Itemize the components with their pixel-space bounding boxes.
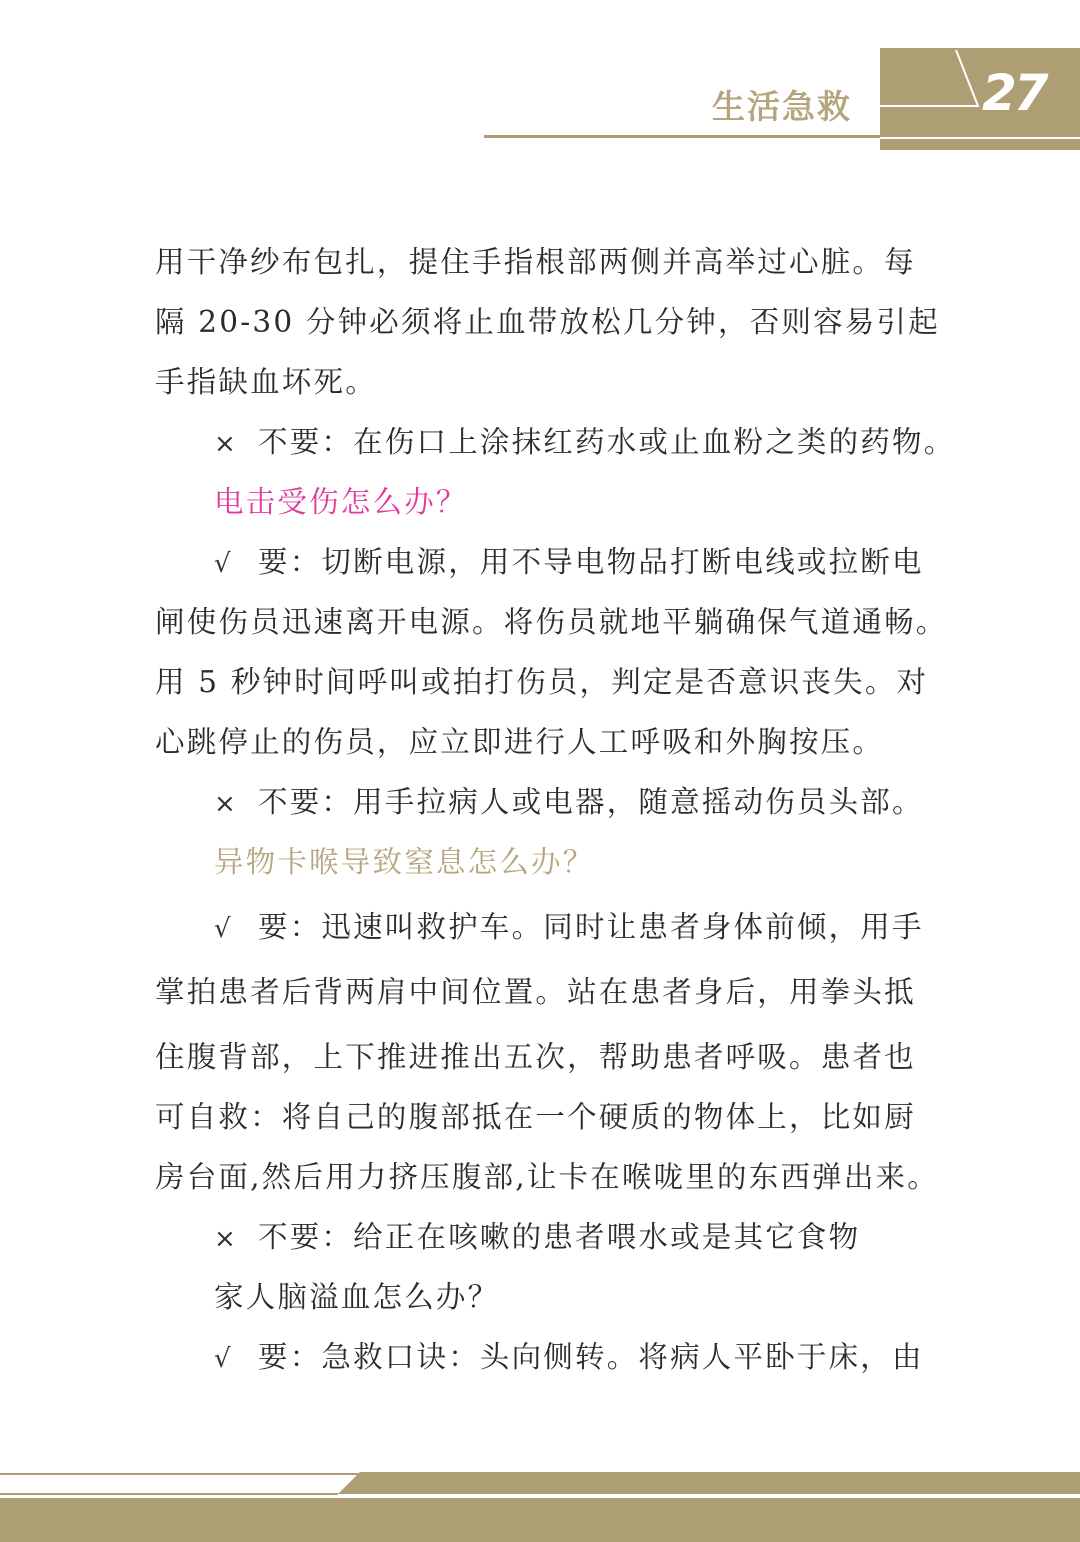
body-line: 用 5 秒钟时间呼叫或拍打伤员，判定是否意识丧失。对	[155, 665, 929, 699]
dont-text: 不要：用手拉病人或电器，随意摇动伤员头部。	[258, 785, 924, 819]
footer-band	[0, 1460, 1080, 1542]
cross-icon: ×	[214, 789, 238, 819]
do-text: 要：急救口诀：头向侧转。将病人平卧于床，由	[258, 1340, 924, 1374]
body-line: 隔 20-30 分钟必须将止血带放松几分钟，否则容易引起	[155, 305, 940, 339]
question-heading: 家人脑溢血怎么办？	[214, 1280, 500, 1314]
do-item	[214, 905, 930, 951]
check-icon: √	[214, 1344, 233, 1374]
check-icon: √	[214, 914, 233, 944]
body-line: 闸使伤员迅速离开电源。将伤员就地平躺确保气道通畅。	[155, 605, 948, 639]
dont-item	[214, 780, 930, 826]
body-line: 可自救：将自己的腹部抵在一个硬质的物体上，比如厨	[155, 1100, 916, 1134]
dont-item	[214, 420, 956, 466]
do-item	[214, 540, 930, 586]
cross-icon: ×	[214, 1224, 238, 1254]
body-line: 心跳停止的伤员，应立即进行人工呼吸和外胸按压。	[155, 725, 885, 759]
do-item	[214, 1335, 930, 1381]
check-icon: √	[214, 549, 233, 579]
body-line: 手指缺血坏死。	[155, 365, 377, 399]
section-title: 生活急救	[712, 87, 852, 126]
dont-text: 不要：给正在咳嗽的患者喂水或是其它食物	[258, 1220, 861, 1254]
do-text: 要：迅速叫救护车。同时让患者身体前倾，用手	[258, 910, 924, 944]
body-line: 用干净纱布包扎，提住手指根部两侧并高举过心脏。每	[155, 245, 916, 279]
body-line: 住腹背部，上下推进推出五次，帮助患者呼吸。患者也	[155, 1040, 916, 1074]
question-heading: 异物卡喉导致窒息怎么办？	[214, 845, 595, 879]
body-line: 掌拍患者后背两肩中间位置。站在患者身后，用拳头抵	[155, 975, 916, 1009]
cross-icon: ×	[214, 429, 238, 459]
header-rule	[484, 135, 884, 138]
do-text: 要：切断电源，用不导电物品打断电线或拉断电	[258, 545, 924, 579]
question-heading: 电击受伤怎么办？	[214, 485, 468, 519]
body-line: 房台面,然后用力挤压腹部,让卡在喉咙里的东西弹出来。	[155, 1160, 939, 1194]
page-number: 27	[982, 64, 1046, 122]
dont-item	[214, 1215, 930, 1261]
dont-text: 不要：在伤口上涂抹红药水或止血粉之类的药物。	[258, 425, 956, 459]
